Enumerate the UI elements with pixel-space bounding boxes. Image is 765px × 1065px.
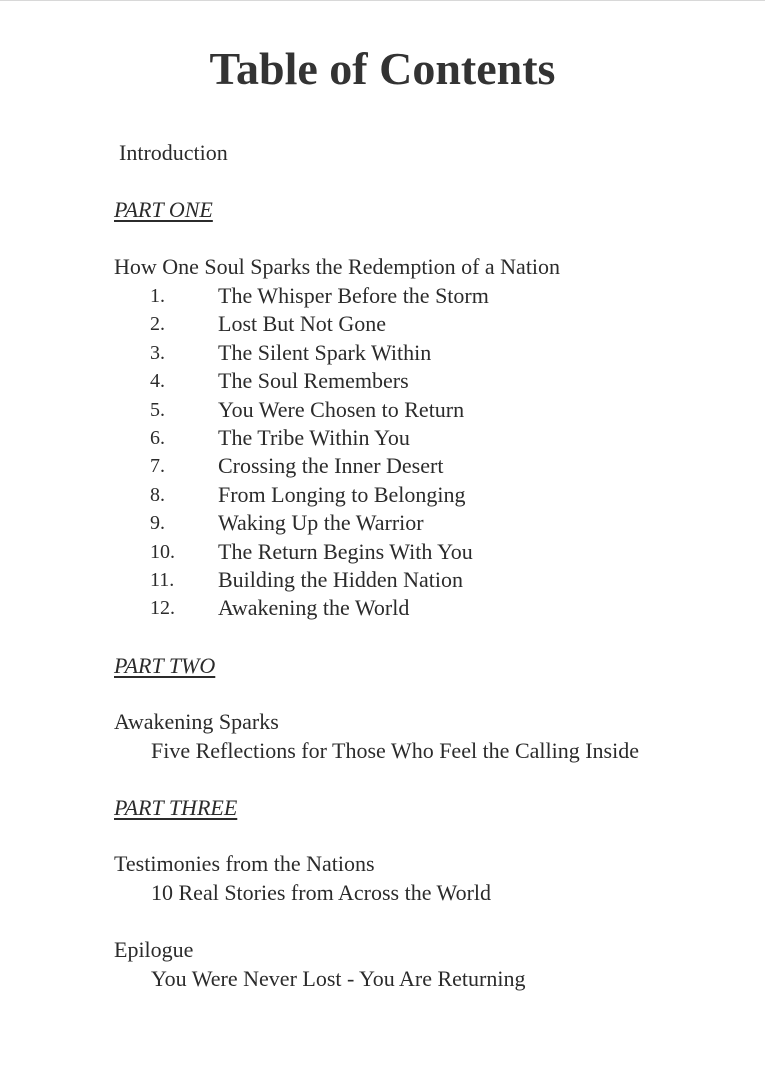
page-title: Table of Contents	[209, 43, 556, 94]
chapter-title: The Return Begins With You	[218, 538, 473, 564]
chapter-list	[0, 282, 765, 623]
chapter-title: The Whisper Before the Storm	[218, 283, 489, 308]
epilogue-subtitle: You Were Never Lost - You Are Returning	[151, 966, 526, 991]
chapter-number: 3.	[150, 341, 165, 364]
chapter-item	[0, 282, 765, 310]
part-one-heading: PART ONE	[114, 197, 213, 222]
chapter-item	[0, 538, 765, 566]
chapter-title: Lost But Not Gone	[218, 311, 387, 337]
chapter-item	[0, 452, 765, 480]
chapter-number: 4.	[150, 370, 165, 393]
chapter-title: From Longing to Belonging	[218, 481, 466, 507]
chapter-item	[0, 594, 765, 622]
part-two-section-title: Awakening Sparks	[114, 709, 279, 734]
chapter-title: The Silent Spark Within	[218, 339, 432, 365]
epilogue-title: Epilogue	[114, 937, 194, 962]
chapter-number: 6.	[150, 426, 165, 449]
part-two-subtitle: Five Reflections for Those Who Feel the Calling Inside	[151, 738, 639, 763]
chapter-number: 5.	[150, 398, 165, 421]
part-three-section-title: Testimonies from the Nations	[114, 851, 375, 876]
chapter-number: 1.	[150, 285, 165, 307]
chapter-item	[0, 396, 765, 424]
part-one-section-title: How One Soul Sparks the Redemption of a Nation	[114, 254, 561, 279]
chapter-item	[0, 367, 765, 395]
chapter-item	[0, 509, 765, 537]
chapter-title: The Soul Remembers	[218, 368, 409, 394]
chapter-title: Waking Up the Warrior	[218, 510, 424, 536]
part-three-subtitle: 10 Real Stories from Across the World	[151, 880, 492, 905]
part-two-heading: PART TWO	[114, 653, 216, 678]
chapter-title: Building the Hidden Nation	[218, 566, 464, 592]
chapter-item	[0, 481, 765, 509]
introduction-entry: Introduction	[119, 140, 228, 165]
chapter-item	[0, 566, 765, 594]
chapter-title: You Were Chosen to Return	[218, 396, 465, 422]
part-three-heading: PART THREE	[114, 795, 238, 820]
chapter-number: 12.	[150, 597, 175, 620]
chapter-item	[0, 424, 765, 452]
chapter-number: 11.	[150, 568, 175, 591]
chapter-title: Crossing the Inner Desert	[218, 453, 444, 479]
chapter-number: 9.	[150, 512, 165, 535]
chapter-number: 7.	[150, 455, 165, 478]
chapter-item	[0, 310, 765, 338]
chapter-number: 8.	[150, 483, 165, 506]
chapter-title: Awakening the World	[218, 595, 410, 621]
chapter-number: 10.	[150, 540, 175, 563]
chapter-number: 2.	[150, 313, 165, 336]
chapter-title: The Tribe Within You	[218, 424, 410, 450]
chapter-item	[0, 339, 765, 367]
